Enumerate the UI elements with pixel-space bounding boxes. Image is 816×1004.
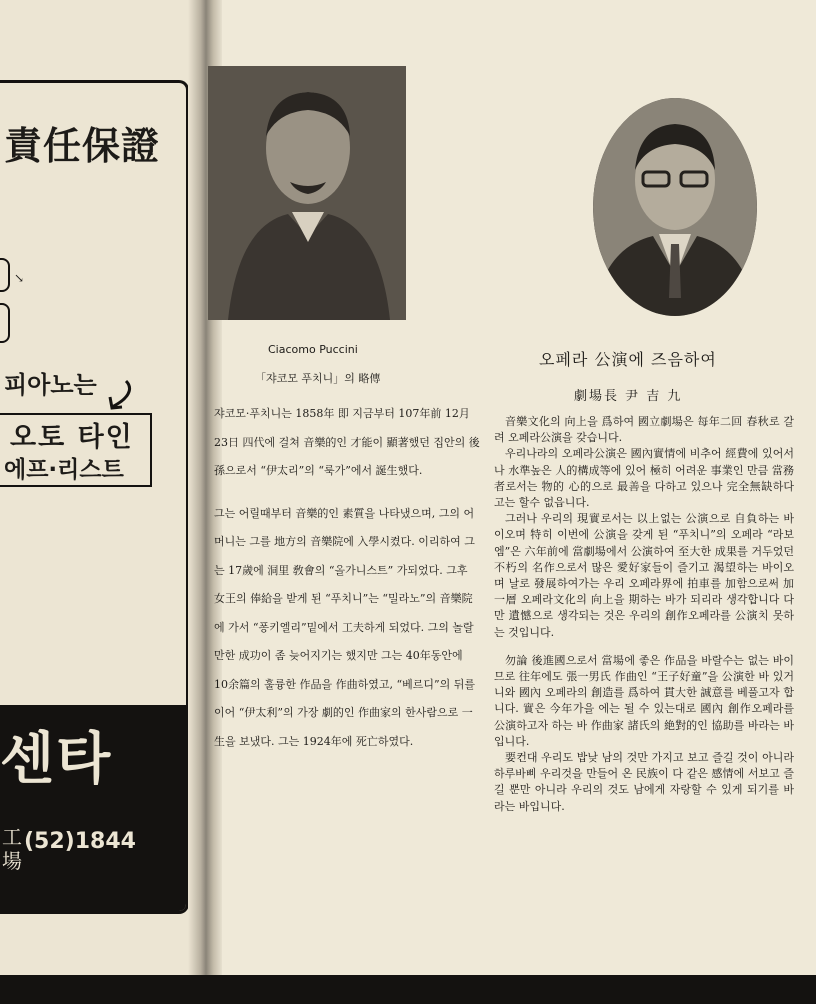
paragraph: 音樂文化의 向上을 爲하여 國立劇場은 每年二回 春秋로 갈려 오페라公演을 갖습니다. xyxy=(494,415,794,445)
puccini-portrait xyxy=(208,66,406,320)
puccini-biography xyxy=(214,400,480,756)
arrow-icon xyxy=(104,379,134,415)
article-body xyxy=(494,414,794,815)
ad-brand-line-1: 오토 타인 xyxy=(10,422,134,453)
ad-brand-box xyxy=(0,413,152,487)
director-portrait xyxy=(593,98,757,316)
ad-footer-band xyxy=(0,705,186,913)
paragraph: 우리나라의 오페라公演은 國內實情에 비추어 經費에 있어서나 水準높은 人的構成等에 있어 極히 어려운 事業인 만큼 當務者로서는 物的 心的으로 最善을 다하고 있으나 完全無缺하다고는 할수 없읍니다. xyxy=(494,447,794,510)
paragraph: 그는 어릴때부터 音樂的인 素質을 나타냈으며, 그의 어머니는 그를 地方의 音樂院에 入學시켰다. 이리하여 그는 17歲에 洞里 敎會의 “올가니스트” 가되었다. 그후 女王의 俸給을 받게 된 “푸치니”는 “밀라노”의 音樂院에 가서 “퐁키엘리”밑에서 工夫하게 되었다. 그의 놀랄만한 成功이 좀 늦어지기는 했지만 그는 40年동안에 10余篇의 훌륭한 作品을 作曲하였고, “베르디”의 뒤를이어 “伊太利”의 가장 劇的인 作曲家의 한사람으로 一生을 보냈다. 그는 1924年에 死亡하였다. xyxy=(214,506,475,748)
photo-caption-ko: 「쟈코모 푸치니」의 略傳 xyxy=(255,372,381,385)
ad-decoration: ↘ xyxy=(14,271,25,285)
ad-address-char: 場 xyxy=(2,849,22,873)
article-title: 오페라 公演에 즈음하여 xyxy=(539,350,717,369)
right-page xyxy=(214,0,816,975)
ad-center-name: 센타 xyxy=(0,727,113,792)
paragraph: 勿論 後進國으로서 當場에 좋은 作品을 바랄수는 없는 바이므로 往年에도 張一男氏 作曲인 “王子好童”을 公演한 바 있거니와 國內 오페라의 創造를 爲하여 貫大한 誠意를 베풀고자 합니다. 實은 今年가을 에는 될 수 있는대로 國內 創作오페라를 公演하고자 하는 바 作曲家 諸氏의 絶對的인 協助를 바라는 바입니다. xyxy=(494,653,794,748)
ad-title: 責任保證 xyxy=(4,123,161,168)
ad-address-char: 工 xyxy=(2,825,22,849)
ad-piano-label: 피아노는 xyxy=(4,371,97,399)
left-page xyxy=(0,0,212,975)
advertisement xyxy=(0,80,189,914)
ad-brand-line-2: 에프·리스트 xyxy=(4,457,124,483)
paragraph: 쟈코모·푸치니는 1858年 即 지금부터 107年前 12月 23日 四代에 걸쳐 音樂的인 才能이 顯著했던 집안의 後孫으로서 “伊太리”의 “룩가”에서 誕生했다. xyxy=(214,407,480,477)
photo-caption-en: Ciacomo Puccini xyxy=(268,343,358,356)
ad-decoration xyxy=(0,258,10,292)
paragraph: 그러나 우리의 現實로서는 以上없는 公演으로 自負하는 바이오며 特히 이번에 公演을 갖게 된 “푸치니”의 오페라 “라보엠”은 六年前에 當劇場에서 公演하여 至大한 成果를 거두었던 不朽의 名作으로서 많은 愛好家들이 즐기고 渴望하는 바이오며 날로 發展하여가는 우리 오페라界에 拍車를 加함으로써 加一層 오페라文化의 向上을 期하는 바가 되리라 생각합니다 다만 遺憾으로 생각되는 것은 우리의 創作오페라를 公演치 못하는 것입니다. xyxy=(494,512,794,639)
ad-decoration xyxy=(0,303,10,343)
ad-phone: (52)1844 xyxy=(24,829,136,854)
paragraph: 要컨대 우리도 밥낮 남의 것만 가지고 보고 즐길 것이 아니라 하루바삐 우리것을 만들어 온 民族이 다 같은 感情에 서보고 즐길 뿐만 아니라 우리의 것도 남에게 자랑할 수 있게 되기를 바라는 바입니다. xyxy=(494,751,794,813)
page-bottom-edge xyxy=(0,975,816,1004)
article-author: 劇場長 尹 吉 九 xyxy=(574,389,683,404)
